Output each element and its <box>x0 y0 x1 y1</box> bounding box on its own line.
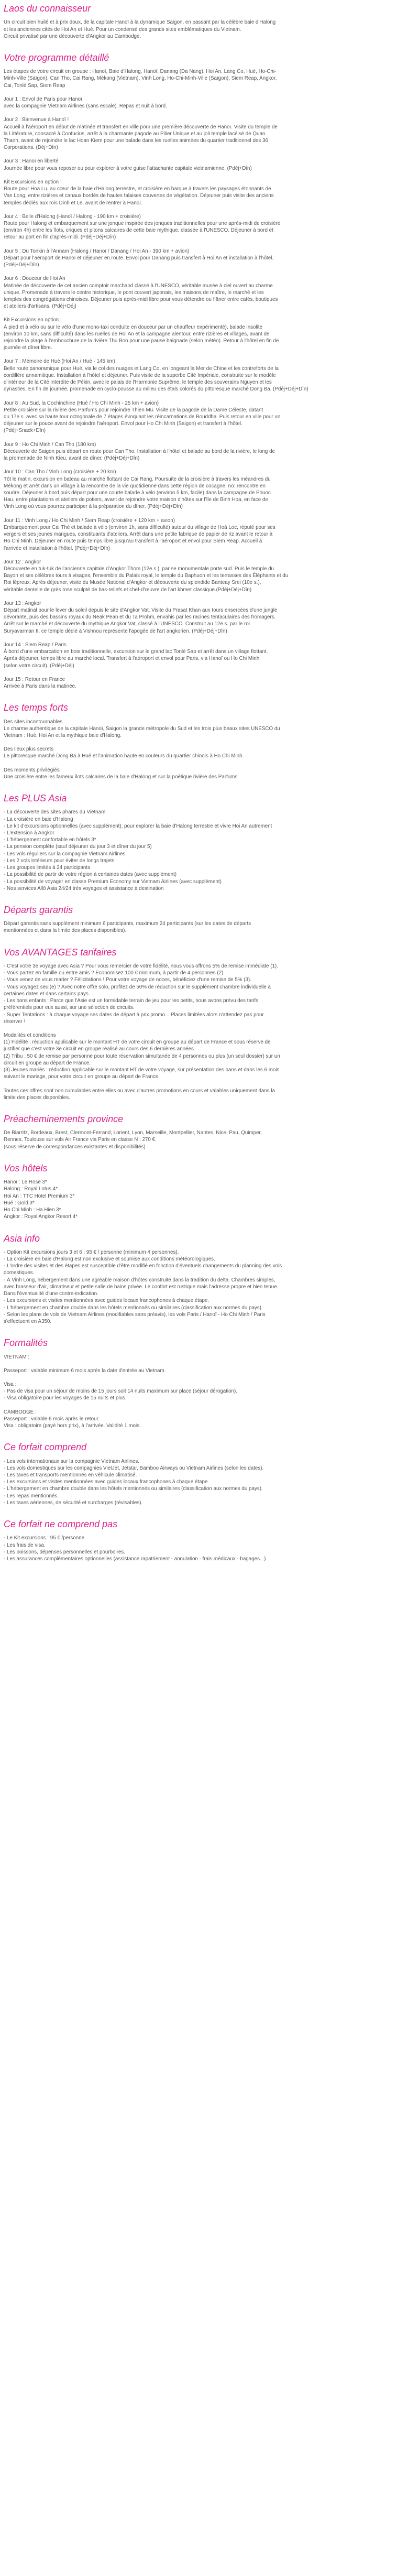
advantages-line: - Les bons enfants : Parce que l'Asie est un formidable terrain de jeu pour les petits, nous avons prévu des tarifs <box>4 998 258 1004</box>
program-paragraph <box>4 441 393 462</box>
preroutings-line: De Biarritz, Bordeaux, Brest, Clermont-Ferrand, Lorient, Lyon, Marseille, Montpellier, Nantes, Nice, Pau, Quimper, <box>4 1130 262 1136</box>
info-line: - La croisière en baie d'Halong est non exclusive et soumise aux conditions météorologiques. <box>4 1256 215 1263</box>
info-line: s'effectuent en A350. <box>4 1318 52 1324</box>
program-line: journée et dîner libre. <box>4 345 52 351</box>
advantages-line: (2) Tribu : 50 € de remise par personne pour toute réservation simultanée de 4 personnes ou plus (un seul dossier) sur un <box>4 1053 280 1059</box>
program-line: Jour 3 : Hanoï en liberté <box>4 158 59 165</box>
advantages-paragraph <box>4 1088 393 1101</box>
program-line: véritable dentelle de grès rose sculpté de bas-reliefs et chef-d'œuvre de l'art khmer classique.(Pdéj+Déj+Dîn) <box>4 586 252 593</box>
advantages-line: - C'est votre 3e voyage avec Asia ? Pour vous remercier de votre fidélité, nous vous offrons 5% de remise immédiate (1). <box>4 963 278 969</box>
included-line: - Les vols internationaux sur la compagnie Vietnam Airlines. <box>4 1458 140 1464</box>
excluded-line: - Le Kit excursions : 95 € /personne. <box>4 1535 86 1541</box>
program-line: Jour 14 : Siem Reap / Paris <box>4 642 67 648</box>
formalities-line: Visa : obligatoire (payé hors prix), à l'arrivée. Validité 1 mois. <box>4 1423 141 1429</box>
program-line: Jour 1 : Envol de Paris pour Hanoï <box>4 96 82 102</box>
advantages-line: - Super Tentations : à chaque voyage ses dates de départ à prix promo... Places limitées alors n'attendez pas pour <box>4 1012 264 1018</box>
program-line: sourire. Déjeuner à bord puis départ pour une courte balade à vélo (environ 5 km, facile) dans la campagne de Phuoc <box>4 490 271 496</box>
advantages-line: (1) Fidélité : réduction applicable sur le montant HT de votre circuit en groupe au départ de France et sous réserve de <box>4 1039 271 1046</box>
program-paragraph <box>4 358 393 393</box>
program-line: du 17e s. avec sa haute tour octogonale de 7 étages évoquant les réincarnations de Bouddha. Puis retour en ville pour un <box>4 414 281 420</box>
program-line: À pied et à vélo ou sur le vélo d'une mono-taxi conduite en douceur par un chauffeur expérimenté), balade insolite <box>4 324 263 330</box>
plus-line: - La possibilité de partir de votre région à certaines dates (avec supplément) <box>4 872 177 878</box>
program-paragraph <box>4 68 393 89</box>
info-line: avec brasseur d'air, climatiseur et petite salle de bains privée. Le confort est rustique mais l'adresse propre et bien tenue. <box>4 1284 279 1290</box>
excluded-section <box>4 1535 393 1562</box>
advantages-line: - Vous voyagez seul(e) ? Avec notre offre solo, profitez de 50% de réduction sur le supplément chambre individuelle à <box>4 984 271 990</box>
plus-line: - La possibilité de voyager en classe Premium Economy sur Vietnam Airlines (avec supplément) <box>4 878 222 885</box>
paragraph-spacer <box>4 351 393 358</box>
program-paragraph <box>4 213 393 241</box>
program-line: Les étapes de votre circuit en groupe : Hanoï, Baie d'Halong, Hanoï, Danang (Da Nang), Hoi An, Lang Co, Hué, Ho-Chi- <box>4 69 277 75</box>
advantages-title: Vos AVANTAGES tarifaires <box>4 947 117 958</box>
program-line: À bord d'une embarcation en bois traditionnelle, excursion sur le grand lac Tonlé Sap et arrêt dans un village flottant. <box>4 649 268 655</box>
program-paragraph <box>4 469 393 510</box>
program-line: (Pdéj+Snack+Dîn) <box>4 428 46 434</box>
program-line: dynasties. En fin de journée, promenade en cyclo-pousse au milieu des étals colorés du pittoresque marché Dong Ba. (Pdéj+Déj+Dîn) <box>4 386 308 393</box>
plus-line: - L'hébergement confortable en hôtels 3* <box>4 837 96 843</box>
info-line: Dans l'éventualité d'une contre-indication. <box>4 1291 98 1297</box>
excluded-line: - Les assurances complémentaires optionnelles (assistance rapatriement - annulation - frais médicaux - bagages...). <box>4 1556 268 1562</box>
program-line: Route pour Hoa Lu, au cœur de la baie d'Halong terrestre, et croisière en barque à travers les paysages étonnants de <box>4 186 271 192</box>
program-title: Votre programme détaillé <box>4 52 109 63</box>
departures-section <box>4 920 393 934</box>
paragraph-spacer <box>4 434 393 441</box>
program-line: retour au port en fin d'après-midi. (Pdéj+Déj+Dîn) <box>4 234 116 241</box>
program-line: Jour 2 : Bienvenue à Hanoï ! <box>4 117 69 123</box>
program-line: Minh-Ville (Saïgon), Can Tho, Cai Rang, Mékong (Vietnam), Vinh Long, Ho-Chi-Minh-Ville (Saïgon), Siem Reap, Angkor, <box>4 75 277 82</box>
included-title: Ce forfait comprend <box>4 1442 87 1453</box>
paragraph-spacer <box>4 241 393 248</box>
advantages-line: Modalités et conditions <box>4 1032 56 1038</box>
program-line: Jour 9 : Ho Chi Minh / Can Tho (180 km) <box>4 441 96 448</box>
program-line: la promenade de Ninh Kieu, avant de dîner. (Pdéj+Déj+Dîn) <box>4 455 140 462</box>
included-line: - Les excursions et visites mentionnées avec guides locaux francophones à chaque étape. <box>4 1479 209 1485</box>
paragraph-spacer <box>4 206 393 213</box>
program-line: l'arrivée et installation à l'hôtel. (Pdéj+Déj+Dîn) <box>4 545 111 551</box>
program-line: Jour 12 : Angkor <box>4 559 41 565</box>
advantages-line: limite des places disponibles. <box>4 1094 70 1101</box>
included-line: - Les taxes et transports mentionnés en véhicule climatisé. <box>4 1472 137 1478</box>
program-line: (environ 10 km, sans difficulté) dans les ruelles de Hoi An et la campagne alentour, entre rizières et villages, avant de <box>4 331 270 337</box>
program-paragraph <box>4 642 393 669</box>
program-paragraph <box>4 517 393 552</box>
paragraph-spacer <box>4 760 393 767</box>
info-section <box>4 1249 393 1325</box>
preroutings-section <box>4 1129 393 1150</box>
plus-line: - Le kit d'excursions optionnelles (avec supplément), pour explorer la baie d'Halong terrestre et vivre Hoi An autrement <box>4 823 272 829</box>
paragraph-spacer <box>4 310 393 317</box>
program-line: Tôt le matin, excursion en bateau au marché flottant de Cai Rang. Poursuite de la croisière à travers les méandres du <box>4 476 271 482</box>
included-section <box>4 1458 393 1507</box>
program-line: Route pour Halong et embarquement sur une jonque inspirée des jonques traditionnelles pour une après-midi de croisière <box>4 220 281 226</box>
program-line: et ateliers d'artisans. (Pdéj+Déj) <box>4 303 76 310</box>
program-line: Cai, Tonlé Sap, Siem Reap <box>4 82 65 89</box>
program-line: Van Long, entre rizières et canaux bordés de hautes falaises couvertes de végétation. Déjeuner puis visite des anciens <box>4 193 274 199</box>
highlights-line: Une croisière entre les fameux îlots calcaires de la baie d'Halong et sur la poétique rivière des Parfums. <box>4 774 239 780</box>
plus-line: - L'extension à Angkor <box>4 830 54 836</box>
advantages-paragraph <box>4 1032 393 1081</box>
program-line: Accueil à l'aéroport en début de matinée et transfert en ville pour une première découverte de Hanoï. Visite du temple de <box>4 124 278 130</box>
formalities-line: - Pas de visa pour un séjour de moins de 15 jours soit 14 nuits maximum sur place (séjour dérogation). <box>4 1388 237 1395</box>
program-line: Roi lépreux. Après déjeuner, visite du Musée National d'Angkor et découverte du splendide Banteay Srei (10e s.), <box>4 580 261 586</box>
formalities-paragraph <box>4 1354 393 1361</box>
included-line: - Les repas mentionnés. <box>4 1493 59 1499</box>
paragraph-spacer <box>4 151 393 158</box>
highlights-title: Les temps forts <box>4 702 69 713</box>
plus-line: - La pension complète (sauf déjeuner du jour 3 et dîner du jour 5) <box>4 844 152 850</box>
advantages-line: justifier que c'est votre 3e circuit en groupe réalisé au cours des 6 dernières années. <box>4 1046 195 1052</box>
program-line: rejoindre la plage à l'embouchure de la rivière Thu Bon pour une pause baignade (selon météo). Retour à l'hôtel en fin de <box>4 338 279 344</box>
program-line: Matinée de découverte de cet ancien comptoir marchand classé à l'UNESCO, véritable musée à ciel ouvert au charme <box>4 282 273 289</box>
plus-line: - Les 2 vols intérieurs pour éviter de longs trajets <box>4 857 115 864</box>
program-line: Ho Chi Minh. Déjeuner en route puis temps libre jusqu'au transfert à l'aéroport et envol pour Siem Reap. Accueil à <box>4 538 262 545</box>
info-line: - Option Kit excursions jours 3 et 6 : 95 € / personne (minimum 4 personnes). <box>4 1249 179 1255</box>
program-line: Jour 8 : Au Sud, la Cochinchine (Hué / Ho Chi Minh - 25 km + avion) <box>4 400 159 406</box>
program-line: Bayon et ses célèbres tours à visages, l'ensemble du Palais royal, le temple du Baphuon et les terrasses des Éléphants et du <box>4 573 289 579</box>
plus-line: - Les groupes limités à 24 participants <box>4 865 90 871</box>
info-line: - Les excursions et visites mentionnées avec guides locaux francophones à chaque étape. <box>4 1298 209 1304</box>
formalities-paragraph <box>4 1381 393 1402</box>
program-line: (Pdéj+Déj+Dîn) <box>4 262 39 268</box>
formalities-paragraph <box>4 1367 393 1374</box>
program-line: Arrêt sur le marché et découverte du mythique Angkor Vat, classé à l'UNESCO. Construit au 12e s. par le roi <box>4 621 250 627</box>
program-line: Découverte en tuk-tuk de l'ancienne capitale d'Angkor Thom (12e s.), par se monumentale porte sud. Puis le temple du <box>4 566 274 572</box>
program-line: Jour 11 : Vinh Long / Ho Chi Minh / Siem Reap (croisière + 120 km + avion) <box>4 517 175 524</box>
highlights-section <box>4 719 393 781</box>
program-line: Après déjeuner, temps libre au marché local. Transfert à l'aéroport et envol pour Paris, via Hanoï ou Ho Chi Minh <box>4 656 260 662</box>
paragraph-spacer <box>4 635 393 642</box>
paragraph-spacer <box>4 1374 393 1381</box>
program-line: dévorante, puis des bassins royaux du Neak Pean et du Ta Prohm, envahis par les racines tentaculaires des fromagers. <box>4 614 276 621</box>
paragraph-spacer <box>4 593 393 600</box>
hotels-line: Hoi An : TTC Hotel Premium 3* <box>4 1193 75 1199</box>
advantages-line: Toutes ces offres sont non cumulables entre elles ou avec d'autres promotions en cours et valables uniquement dans la <box>4 1088 275 1094</box>
included-line: - Les vols domestiques sur les compagnies VietJet, Jetstar, Bamboo Airways ou Vietnam Airlines (selon les dates). <box>4 1465 264 1471</box>
program-line: (selon votre circuit). (Pdéj+Déj) <box>4 662 74 669</box>
program-line: Vinh Long où vous pourrez participer à la préparation du dîner. (Pdéj+Déj+Dîn) <box>4 504 183 510</box>
plus-section <box>4 809 393 892</box>
intro-line: Circuit privatisé par une découverte d'Angkor au Cambodge. <box>4 33 141 39</box>
paragraph-spacer <box>4 110 393 116</box>
program-line: déjeuner sur le pouce avant de rejoindre l'aéroport. Envol pour Ho Chi Minh (Saigon) et transfert à l'hôtel. <box>4 421 242 427</box>
program-line: Kit Excursions en option : <box>4 317 62 323</box>
plus-title: Les PLUS Asia <box>4 793 67 804</box>
highlights-line: Vietnam : Hué, Hoi An et la mythique baie d'Halong. <box>4 732 122 738</box>
paragraph-spacer <box>4 552 393 559</box>
highlights-line: Des moments privilégiés <box>4 767 60 773</box>
highlights-paragraph <box>4 746 393 759</box>
info-line: - Selon les plans de vols de Vietnam Airlines (modifiables sans préavis), les vols Paris / Hanoï - Ho Chi Minh / Paris <box>4 1311 266 1318</box>
formalities-section <box>4 1354 393 1430</box>
paragraph-spacer <box>4 172 393 179</box>
hotels-line: Halong : Royal Lotus 4* <box>4 1186 58 1192</box>
program-paragraph <box>4 676 393 690</box>
advantages-line: - Vous partez en famille ou entre amis ? Économisez 100 € minimum, à partir de 4 personnes (2). <box>4 970 225 976</box>
intro-line: Un circuit bien huilé et à prix doux, de la capitale Hanoï à la dynamique Saigon, en passant par la célèbre baie d'Halong <box>4 19 276 26</box>
paragraph-spacer <box>4 669 393 676</box>
program-line: Suryavarman II, ce temple dédié à Vishnou représente l'apogée de l'art angkorien. (Pdéj+Déj+Dîn) <box>4 628 227 634</box>
hotels-section <box>4 1179 393 1220</box>
program-line: temples dédiés aux rois Dinh et Le, avant de rentrer à Hanoï. <box>4 200 142 206</box>
program-line: avec la compagnie Vietnam Airlines (sans escale). Repas et nuit à bord. <box>4 103 167 110</box>
paragraph-spacer <box>4 739 393 746</box>
program-paragraph <box>4 317 393 351</box>
program-line: Arrivée à Paris dans la matinée. <box>4 683 76 689</box>
program-line: Hau, entre plantations et ateliers de potiers, avant de rejoindre votre maison d'hôtes sur l'île de Binh Hoa, en face de <box>4 497 268 503</box>
highlights-paragraph <box>4 767 393 780</box>
program-line: d'intérieur de la Cité interdite de Pékin, avec le palais de l'Harmonie Suprême, le temple des souverains Nguyen et les <box>4 379 272 386</box>
program-paragraph <box>4 96 393 110</box>
program-section <box>4 68 393 690</box>
program-line: la Littérature, consacré à Confucius, arrêt à la charmante pagode au Pilier Unique et au joli temple lacéisé de Quan <box>4 131 266 137</box>
paragraph-spacer <box>4 1025 393 1032</box>
preroutings-line: (sous réserve de correspondances existantes et disponibilités) <box>4 1144 146 1150</box>
program-line: (environ 4h) entre les îlots, criques et pitons calcaires de cette baie mythique, classée à l'UNESCO. Déjeuner à bord et <box>4 227 273 234</box>
paragraph-spacer <box>4 462 393 469</box>
highlights-line: Des sites incontournables <box>4 719 63 725</box>
advantages-section <box>4 963 393 1101</box>
paragraph-spacer <box>4 1402 393 1409</box>
preroutings-line: Rennes, Toulouse sur vols Air France via Paris en classe N : 270 €. <box>4 1137 157 1143</box>
paragraph-spacer <box>4 1081 393 1088</box>
highlights-paragraph <box>4 719 393 740</box>
info-line: - L'ordre des visites et des étapes est susceptible d'être modifié en fonction d'éventuels changements du planning des vols <box>4 1263 282 1269</box>
paragraph-spacer <box>4 393 393 400</box>
advantages-line: (3) Jeunes mariés : réduction applicable sur le montant HT de votre voyage, sur présentation des bans et dans les 6 mois <box>4 1067 280 1073</box>
program-line: Jour 13 : Angkor <box>4 600 41 606</box>
intro-text <box>4 19 393 40</box>
advantages-line: certaines dates et dans certains pays. <box>4 991 90 997</box>
program-line: Jour 15 : Retour en France <box>4 676 65 682</box>
program-paragraph <box>4 116 393 151</box>
advantages-line: - Vous venez de vous marier ? Félicitations ! Pour votre voyage de noces, bénéficiez d'une remise de 5% (3). <box>4 977 251 983</box>
plus-line: - Les vols réguliers sur la compagnie Vietnam Airlines <box>4 851 126 857</box>
formalities-line: CAMBODGE : <box>4 1409 37 1415</box>
formalities-paragraph <box>4 1409 393 1430</box>
included-line: - L'hébergement en chambre double dans les hôtels mentionnés ou similaires (classification aux normes du pays). <box>4 1486 263 1492</box>
excluded-line: - Les frais de visa. <box>4 1542 46 1548</box>
formalities-line: - Visa obligatoire pour les voyages de 15 nuits et plus. <box>4 1395 127 1401</box>
intro-line: et les anciennes cités de Hoi An et Hué. Pour un condensé des grands sites emblématiques du Vietnam. <box>4 26 241 32</box>
advantages-paragraph <box>4 963 393 1025</box>
program-paragraph <box>4 248 393 269</box>
program-paragraph <box>4 400 393 434</box>
preroutings-title: Préacheminements province <box>4 1113 124 1124</box>
program-paragraph <box>4 559 393 593</box>
program-line: Jour 6 : Douceur de Hoi An <box>4 276 65 282</box>
departures-line: Départ garantis sans supplément minimum 6 participants, maximum 24 participants (sur les dates de départs <box>4 921 251 927</box>
program-line: Thanh, avant de rejoindre le lac Hoan Kiem pour une balade dans les ruelles animées du quartier traditionnel des 36 <box>4 138 268 144</box>
hotels-line: Angkor : Royal Angkor Resort 4* <box>4 1214 78 1220</box>
program-paragraph <box>4 179 393 206</box>
hotels-line: Ho Chi Minh : Ha Hien 3* <box>4 1207 61 1213</box>
program-line: Kit Excursions en option : <box>4 179 62 185</box>
program-line: temples des congrégations chinoises. Déjeuner puis après-midi libre pour vous détendre ou flâner entre cafés, boutiques <box>4 296 278 302</box>
formalities-line: Passeport : valable 6 mois après le retour. <box>4 1416 100 1422</box>
highlights-line: Des lieux plus secrets <box>4 746 54 753</box>
formalities-line: Passeport : valable minimum 6 mois après la date d'entrée au Vietnam. <box>4 1367 166 1374</box>
formalities-line: VIETNAM : <box>4 1354 29 1360</box>
program-line: Petite croisière sur la rivière des Parfums pour rejoindre Thien Mu. Visite de la pagode de la Dame Céleste, datant <box>4 407 263 413</box>
hotels-title: Vos hôtels <box>4 1162 48 1173</box>
hotels-line: Hanoï : Le Rose 3* <box>4 1179 47 1186</box>
plus-line: - La découverte des sites phares du Vietnam <box>4 809 106 816</box>
program-line: Départ pour l'aéroport de Hanoï et déjeuner en route. Envol pour Danang puis transfert à Hoi An et installation à l'hôtel. <box>4 255 274 261</box>
highlights-line: Le pittoresque marché Dong Ba à Hué et l'animation haute en couleurs du quartier chinois à Ho Chi Minh. <box>4 753 244 759</box>
program-line: Jour 7 : Mémoire de Hué (Hoi An / Hué - 145 km) <box>4 358 115 365</box>
program-line: Jour 10 : Can Tho / Vinh Long (croisière + 20 km) <box>4 469 116 475</box>
program-line: vergers et ses jeunes mangues, constituants d'ateliers. Arrêt dans une petite fabrique de papier de riz avant le retour à <box>4 531 273 538</box>
program-line: Mékong et arrêt dans un village à la rencontre de la vie quotidienne dans cette région de cocagne, no: rencontre en <box>4 483 266 489</box>
departures-line: mentionnées et dans la limite des places disponibles). <box>4 928 127 934</box>
program-line: Jour 5 : Du Tonkin à l'Annam (Halong / Hanoï / Danang / Hoi An - 390 km + avion) <box>4 248 190 254</box>
program-line: Départ matinal pour le lever du soleil depuis le site d'Angkor Vat. Visite du Prasat Khan aux tours ensercées d'une jungle <box>4 607 278 614</box>
paragraph-spacer <box>4 1361 393 1367</box>
formalities-line: Visa : <box>4 1381 17 1387</box>
formalities-title: Formalités <box>4 1338 48 1349</box>
info-line: - L'hébergement en chambre double dans les hôtels mentionnés ou similaires (classification aux normes du pays). <box>4 1305 263 1311</box>
departures-title: Départs garantis <box>4 904 73 915</box>
excluded-title: Ce forfait ne comprend pas <box>4 1519 118 1530</box>
paragraph-spacer <box>4 510 393 517</box>
program-line: Embarquement pour Cai Thé et balade à vélo (environ 1h, sans difficulté) autour du village de Hoà Loc, réputé pour ses <box>4 524 275 530</box>
advantages-line: préférentiels pour eux aussi, sur une sélection de circuits. <box>4 1005 135 1011</box>
paragraph-spacer <box>4 268 393 275</box>
intro-title: Laos du connaisseur <box>4 3 91 14</box>
included-line: - Les taxes aériennes, de sécurité et surcharges (révisables). <box>4 1499 143 1506</box>
excluded-line: - Les boissons, dépenses personnelles et pourboires. <box>4 1549 126 1555</box>
advantages-line: réserver ! <box>4 1018 26 1025</box>
program-line: Jour 4 : Belle d'Halong (Hanoï / Halong - 190 km + croisière) <box>4 213 141 220</box>
program-line: unique. Promenade à travers le centre historique, le pont couvert japonais, les maisons de maître, le marché et les <box>4 289 264 296</box>
advantages-line: suivant le mariage, pour votre circuit en groupe au départ de France. <box>4 1074 160 1080</box>
program-line: Journée libre pour vous reposer ou pour explorer à votre guise l'attachante capitale vietnamienne. (Pdéj+Dîn) <box>4 165 252 171</box>
program-line: Belle route panoramique pour Hué, via le col des nuages et Lang Co, en longeant la Mer de Chine et les contreforts de la <box>4 365 279 372</box>
plus-line: - La croisière en baie d'Halong <box>4 816 73 822</box>
page <box>0 2 397 1562</box>
hotels-line: Hué : Gold 3* <box>4 1200 35 1206</box>
advantages-line: circuit en groupe au départ de France. <box>4 1060 91 1066</box>
info-line: domestiques. <box>4 1270 35 1276</box>
program-line: Corporations. (Déj+Dîn) <box>4 145 58 151</box>
info-line: - À Vinh Long, hébergement dans une agréable maison d'hôtes construite dans la tradition du delta. Chambres simples, <box>4 1277 275 1283</box>
program-paragraph <box>4 600 393 635</box>
program-paragraph <box>4 158 393 171</box>
program-paragraph <box>4 275 393 310</box>
highlights-line: Le charme authentique de la capitale Hanoï, Saigon la grande métropole du Sud et les trois plus beaux sites UNESCO du <box>4 725 280 732</box>
program-line: Découverte de Saigon puis départ en route pour Can Tho. Installation à l'hôtel et balade au bord de la rivière, le long de <box>4 448 275 454</box>
info-title: Asia info <box>4 1233 40 1244</box>
program-line: cordillère annamitique. Installation à l'hôtel et déjeuner. Puis visite de la superbe Cité Impériale, construite sur le modèle <box>4 372 276 378</box>
paragraph-spacer <box>4 89 393 96</box>
plus-line: - Nos services Allô Asia 24/24 très voyages et assistance à destination <box>4 885 164 892</box>
